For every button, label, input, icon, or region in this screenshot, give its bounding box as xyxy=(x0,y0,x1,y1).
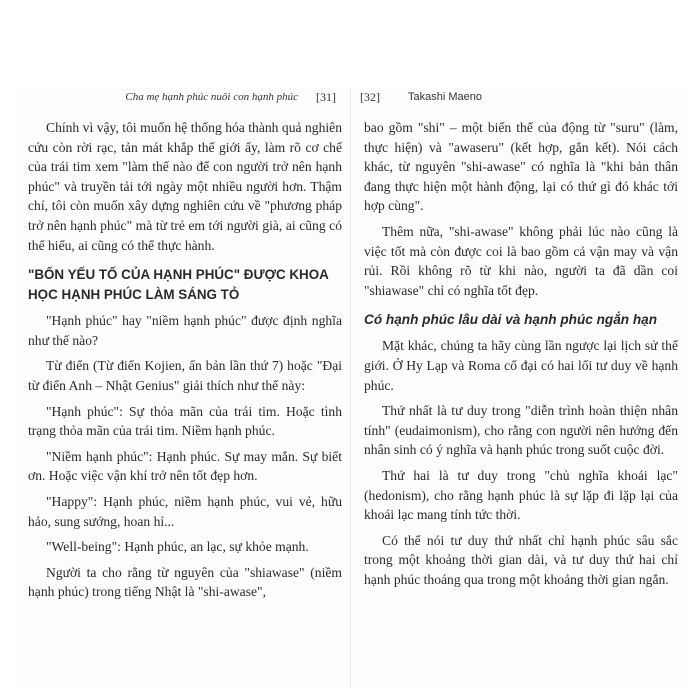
paragraph: "Hạnh phúc": Sự thỏa mãn của trái tim. Hoặc tình trạng thỏa mãn của trái tim. Niềm hạnh phúc. xyxy=(28,403,342,439)
paragraph: Chính vì vậy, tôi muốn hệ thống hóa thành quả nghiên cứu còn rời rạc, tản mát khắp thế giới ấy, làm rõ cơ chế của trái tim xem "làm thế nào để con người trở nên hạnh phúc" và truyền tải tới ngày một nhiều người hơn. Thậm chí, tôi còn muốn xây dựng nghiên cứu về "phương pháp trở nên hạnh phúc" mà từ trẻ em tới người già, ai cũng có thể hiểu, ai cũng có thể thực hành. xyxy=(28,120,342,253)
paragraph: bao gồm "shi" – một biến thể của động từ "suru" (làm, thực hiện) và "awaseru" (kết hợp, gắn kết). Nói cách khác, từ nguyên "shi-awase" có nghĩa là "khi bản thân đang thực hiện một hành động, lại có thứ gì đó khác tới hợp cùng". xyxy=(364,120,678,214)
right-page-body xyxy=(364,118,678,595)
paragraph: Có thể nói tư duy thứ nhất chỉ hạnh phúc sâu sắc trong một khoảng thời gian dài, và tư duy thứ hai chỉ hạnh phúc thoáng qua trong một khoảng thời gian ngắn. xyxy=(364,532,678,587)
running-author: Takashi Maeno xyxy=(408,91,482,103)
paragraph: "Niềm hạnh phúc": Hạnh phúc. Sự may mắn. Sự biết ơn. Hoặc việc vận khí trở nên tốt đẹp hơn. xyxy=(28,448,342,484)
paragraph: Mặt khác, chúng ta hãy cùng lần ngược lại lịch sử thế giới. Ở Hy Lạp và Roma cổ đại có hai lối tư duy về hạnh phúc. xyxy=(364,338,678,393)
running-title: Cha mẹ hạnh phúc nuôi con hạnh phúc xyxy=(125,91,298,103)
paragraph: "Hạnh phúc" hay "niềm hạnh phúc" được định nghĩa như thế nào? xyxy=(28,313,342,348)
left-page xyxy=(18,88,350,688)
paragraph: Thứ hai là tư duy trong "chủ nghĩa khoái lạc" (hedonism), cho rằng hạnh phúc là sự lặp đi lặp lại của khoái lạc mang tính tức thời. xyxy=(364,467,678,523)
paragraph: Thứ nhất là tư duy trong "diễn trình hoàn thiện nhân tính" (eudaimonism), cho rằng con người nên hướng đến nhân sinh có ý nghĩa và hạnh phúc trong suốt cuộc đời. xyxy=(364,403,678,458)
right-page-number: [32] xyxy=(360,90,380,104)
paragraph: Thêm nữa, "shi-awase" không phải lúc nào cũng là việc tốt mà còn được coi là bao gồm cả vận may và vận rủi. Rồi không rõ từ khi nào, người ta đã dần coi "shiawase" chỉ có nghĩa tốt đẹp. xyxy=(364,223,678,298)
left-page-body xyxy=(28,118,342,608)
paragraph: Từ điển (Từ điển Kojien, ấn bản lần thứ 7) hoặc "Đại từ điển Anh – Nhật Genius" giải thích như thế này: xyxy=(28,358,342,393)
left-page-number: [31] xyxy=(316,90,336,104)
section-heading: "BỐN YẾU TỐ CỦA HẠNH PHÚC" ĐƯỢC KHOA HỌC HẠNH PHÚC LÀM SÁNG TỎ xyxy=(28,267,329,303)
right-page xyxy=(354,88,686,688)
paragraph: "Well-being": Hạnh phúc, an lạc, sự khỏe mạnh. xyxy=(46,539,309,555)
paragraph: Người ta cho rằng từ nguyên của "shiawase" (niềm hạnh phúc) trong tiếng Nhật là "shi-awase", xyxy=(28,564,342,600)
section-subheading: Có hạnh phúc lâu dài và hạnh phúc ngắn hạn xyxy=(364,312,658,328)
paragraph: "Happy": Hạnh phúc, niềm hạnh phúc, vui vẻ, hữu hảo, sung sướng, hoan hỉ... xyxy=(28,493,342,529)
left-running-head xyxy=(18,88,350,108)
right-running-head xyxy=(354,88,686,108)
